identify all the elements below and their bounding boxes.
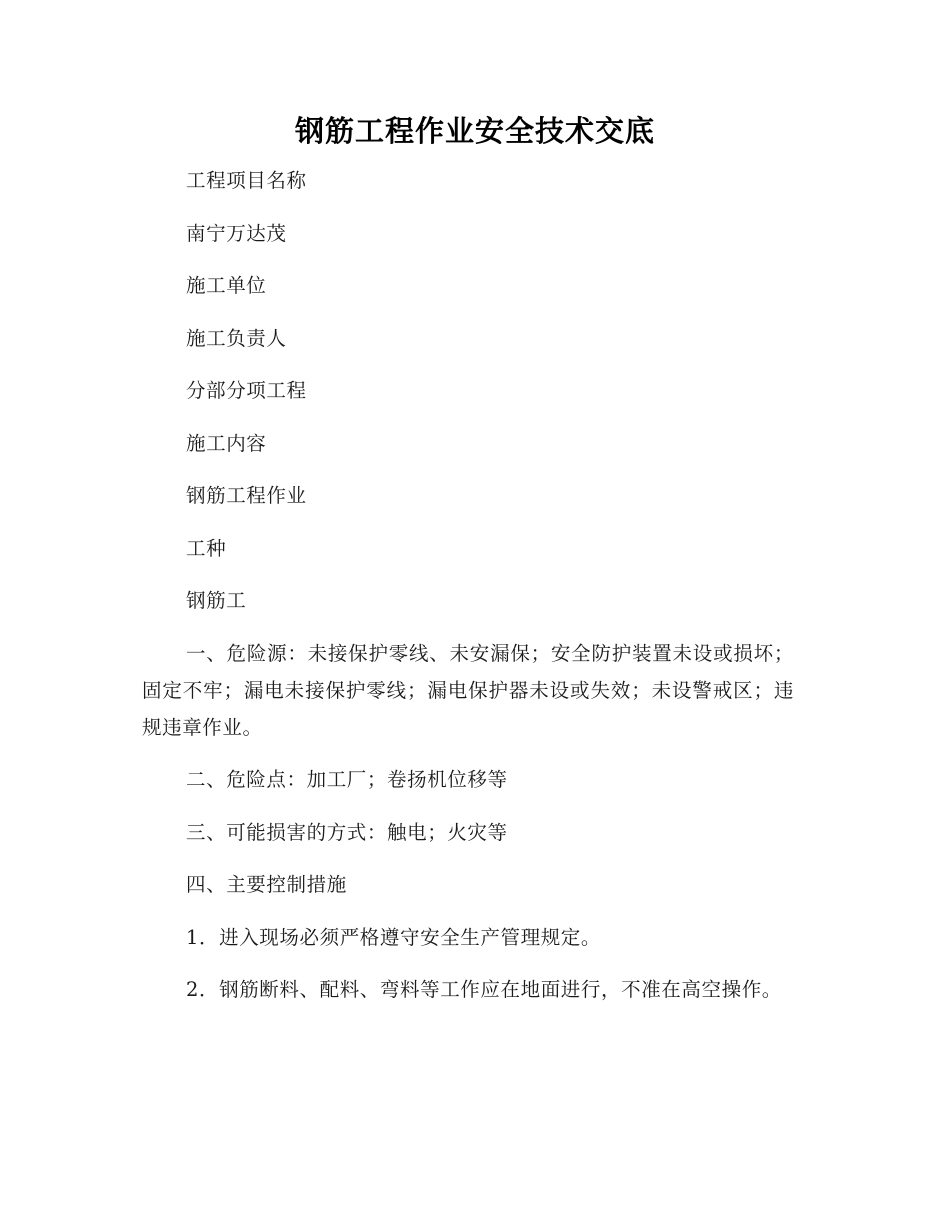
document-body	[142, 162, 794, 1024]
paragraph-work-content-value: 钢筋工程作业	[186, 484, 307, 507]
paragraph-trade-value: 钢筋工	[186, 589, 247, 612]
paragraph-measure-2: 2．钢筋断料、配料、弯料等工作应在地面进行，不准在高空操作。	[186, 978, 782, 1001]
paragraph-work-content-label: 施工内容	[186, 431, 267, 455]
paragraph-control-measures-heading: 四、主要控制措施	[186, 873, 347, 896]
paragraph-hazard-sources: 一、危险源：未接保护零线、未安漏保；安全防护装置未设或损坏；固定不牢；漏电未接保护零线；漏电保护器未设或失效；未设警戒区；违规违章作业。	[142, 641, 794, 739]
paragraph-possible-harm: 三、可能损害的方式：触电；火灾等	[186, 820, 508, 844]
paragraph-trade-label: 工种	[186, 536, 227, 560]
paragraph-sub-project-label: 分部分项工程	[186, 379, 307, 402]
paragraph-measure-1: 1．进入现场必须严格遵守安全生产管理规定。	[186, 925, 602, 949]
paragraph-construction-unit-label: 施工单位	[186, 274, 267, 297]
paragraph-site-manager-label: 施工负责人	[186, 326, 287, 350]
document-title: 钢筋工程作业安全技术交底	[294, 114, 655, 148]
paragraph-project-name-value: 南宁万达茂	[186, 221, 287, 245]
paragraph-project-name-label: 工程项目名称	[186, 169, 307, 192]
paragraph-hazard-points: 二、危险点：加工厂；卷扬机位移等	[186, 768, 508, 791]
